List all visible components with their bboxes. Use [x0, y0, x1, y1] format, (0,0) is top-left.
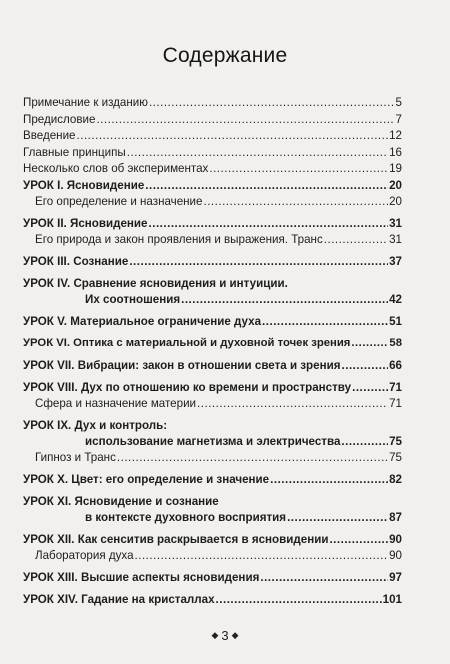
dot-leader: [260, 570, 388, 585]
toc-entry-page: 31: [389, 232, 402, 246]
diamond-ornament-icon: ◆: [231, 630, 239, 640]
dot-leader: [341, 434, 388, 449]
toc-entry-page: 82: [389, 472, 402, 486]
toc-entry-label: УРОК IV. Сравнение ясновидения и интуиции.: [23, 276, 288, 290]
dot-leader: [129, 254, 388, 269]
toc-lesson-entry: [23, 570, 402, 586]
toc-entry-page: 90: [389, 548, 402, 562]
dot-leader: [262, 314, 388, 329]
toc-subentry: [23, 548, 402, 564]
dot-leader: [77, 128, 389, 143]
toc-entry-page: 20: [389, 178, 402, 192]
toc-entry: [23, 95, 402, 112]
toc-entry-page: 5: [395, 96, 402, 109]
toc-entry-label: УРОК III. Сознание: [23, 254, 129, 268]
dot-leader: [329, 532, 388, 547]
toc-lesson-entry-line2: [23, 434, 402, 450]
toc-entry-label: Его природа и закон проявления и выражения. Транс: [35, 232, 323, 246]
dot-leader: [96, 112, 394, 127]
toc-entry-label: УРОК VI. Оптика с материальной и духовной точек зрения: [23, 336, 351, 349]
dot-leader: [149, 95, 395, 110]
dot-leader: [342, 358, 389, 373]
toc-entry-label: УРОК XI. Ясновидение и сознание: [23, 494, 219, 508]
toc-entry-label: УРОК XIV. Гадание на кристаллах: [23, 592, 215, 606]
toc-entry-page: 90: [389, 532, 402, 546]
dot-leader: [149, 216, 389, 231]
toc-entry-label: Введение: [23, 129, 76, 143]
toc-entry-page: 71: [389, 380, 402, 394]
toc-entry-label: УРОК X. Цвет: его определение и значение: [23, 472, 270, 486]
toc-entry-label: Главные принципы: [23, 145, 126, 159]
toc-subentry: [23, 232, 402, 248]
toc-entry: [23, 128, 402, 145]
toc-lesson-entry: [23, 336, 402, 352]
toc-entry-label: УРОК II. Ясновидение: [23, 216, 148, 230]
toc-entry-label-continued: Их соотношения: [85, 292, 181, 306]
toc-lesson-entry: [23, 472, 402, 488]
toc-lesson-entry: [23, 592, 402, 608]
toc-entry-label: УРОК XIII. Высшие аспекты ясновидения: [23, 570, 260, 584]
toc-entry-label: УРОК XII. Как сенситив раскрывается в ясновидении: [23, 532, 329, 546]
dot-leader: [117, 450, 388, 465]
toc-entry-label: Гипноз и Транс: [35, 450, 116, 464]
dot-leader: [351, 336, 388, 351]
toc-entry: [23, 145, 402, 162]
toc-entry-label: Несколько слов об экспериментах: [23, 162, 209, 176]
toc-entry-page: 42: [389, 292, 402, 306]
dot-leader: [203, 194, 388, 209]
toc-subentry: [23, 194, 402, 210]
toc-subentry: [23, 396, 402, 412]
toc-entry-page: 66: [389, 358, 402, 372]
toc-lesson-entry: [23, 254, 402, 270]
toc-entry-label: УРОК VIII. Дух по отношению ко времени и пространству: [23, 380, 352, 394]
dot-leader: [145, 178, 388, 193]
toc-entry-label-continued: использование магнетизма и электричества: [85, 434, 341, 448]
dot-leader: [270, 472, 388, 487]
toc-entry-page: 58: [389, 336, 402, 349]
dot-leader: [352, 380, 388, 395]
toc-entry-label: УРОК V. Материальное ограничение духа: [23, 314, 262, 328]
toc-entry-label: УРОК VII. Вибрации: закон в отношении света и зрения: [23, 358, 341, 372]
diamond-ornament-icon: ◆: [211, 630, 219, 640]
toc-lesson-entry-line1: [23, 276, 402, 292]
toc-entry-page: 20: [389, 194, 402, 208]
toc-entry-label: Сфера и назначение материи: [35, 396, 197, 410]
toc-entry-label: Предисловие: [23, 112, 96, 126]
toc-subentry: [23, 450, 402, 466]
toc-lesson-entry: [23, 380, 402, 396]
dot-leader: [287, 510, 388, 525]
toc-entry-page: 16: [389, 145, 402, 159]
toc-entry-label: УРОК IX. Дух и контроль:: [23, 418, 168, 432]
toc-lesson-entry: [23, 532, 402, 548]
toc-entry-page: 51: [389, 314, 402, 328]
toc-entry-page: 19: [389, 162, 402, 176]
page-footer: [0, 628, 450, 643]
toc-lesson-entry: [23, 216, 402, 232]
toc-entry-page: 87: [389, 510, 402, 524]
toc-entry-page: 12: [389, 129, 402, 143]
toc-entry-page: 75: [389, 434, 402, 448]
dot-leader: [127, 145, 388, 160]
toc-lesson-entry-line1: [23, 418, 402, 434]
dot-leader: [197, 396, 388, 411]
toc-entry-label: Его определение и назначение: [35, 194, 203, 208]
table-of-contents: [23, 95, 402, 608]
dot-leader: [209, 161, 388, 176]
toc-entry-page: 31: [389, 216, 402, 230]
toc-entry-page: 97: [389, 570, 402, 584]
toc-lesson-entry: [23, 314, 402, 330]
dot-leader: [216, 592, 382, 607]
toc-entry-page: 101: [382, 592, 402, 606]
toc-entry: [23, 112, 402, 129]
toc-entry-page: 7: [395, 112, 402, 126]
toc-entry-page: 75: [389, 450, 402, 464]
page-number: 3: [221, 628, 229, 643]
dot-leader: [135, 548, 389, 563]
toc-entry-page: 37: [389, 254, 402, 268]
toc-entry-label-continued: в контексте духовного восприятия: [85, 510, 287, 524]
dot-leader: [324, 232, 388, 247]
toc-entry-label: УРОК I. Ясновидение: [23, 178, 145, 192]
toc-lesson-entry: [23, 178, 402, 194]
toc-entry: [23, 161, 402, 178]
toc-lesson-entry: [23, 358, 402, 374]
page-title: Содержание: [162, 44, 288, 67]
toc-entry-page: 71: [389, 396, 402, 410]
toc-lesson-entry-line1: [23, 494, 402, 510]
toc-entry-label: Лаборатория духа: [35, 548, 134, 562]
toc-lesson-entry-line2: [23, 292, 402, 308]
toc-lesson-entry-line2: [23, 510, 402, 526]
dot-leader: [181, 292, 388, 307]
toc-entry-label: Примечание к изданию: [23, 96, 148, 109]
